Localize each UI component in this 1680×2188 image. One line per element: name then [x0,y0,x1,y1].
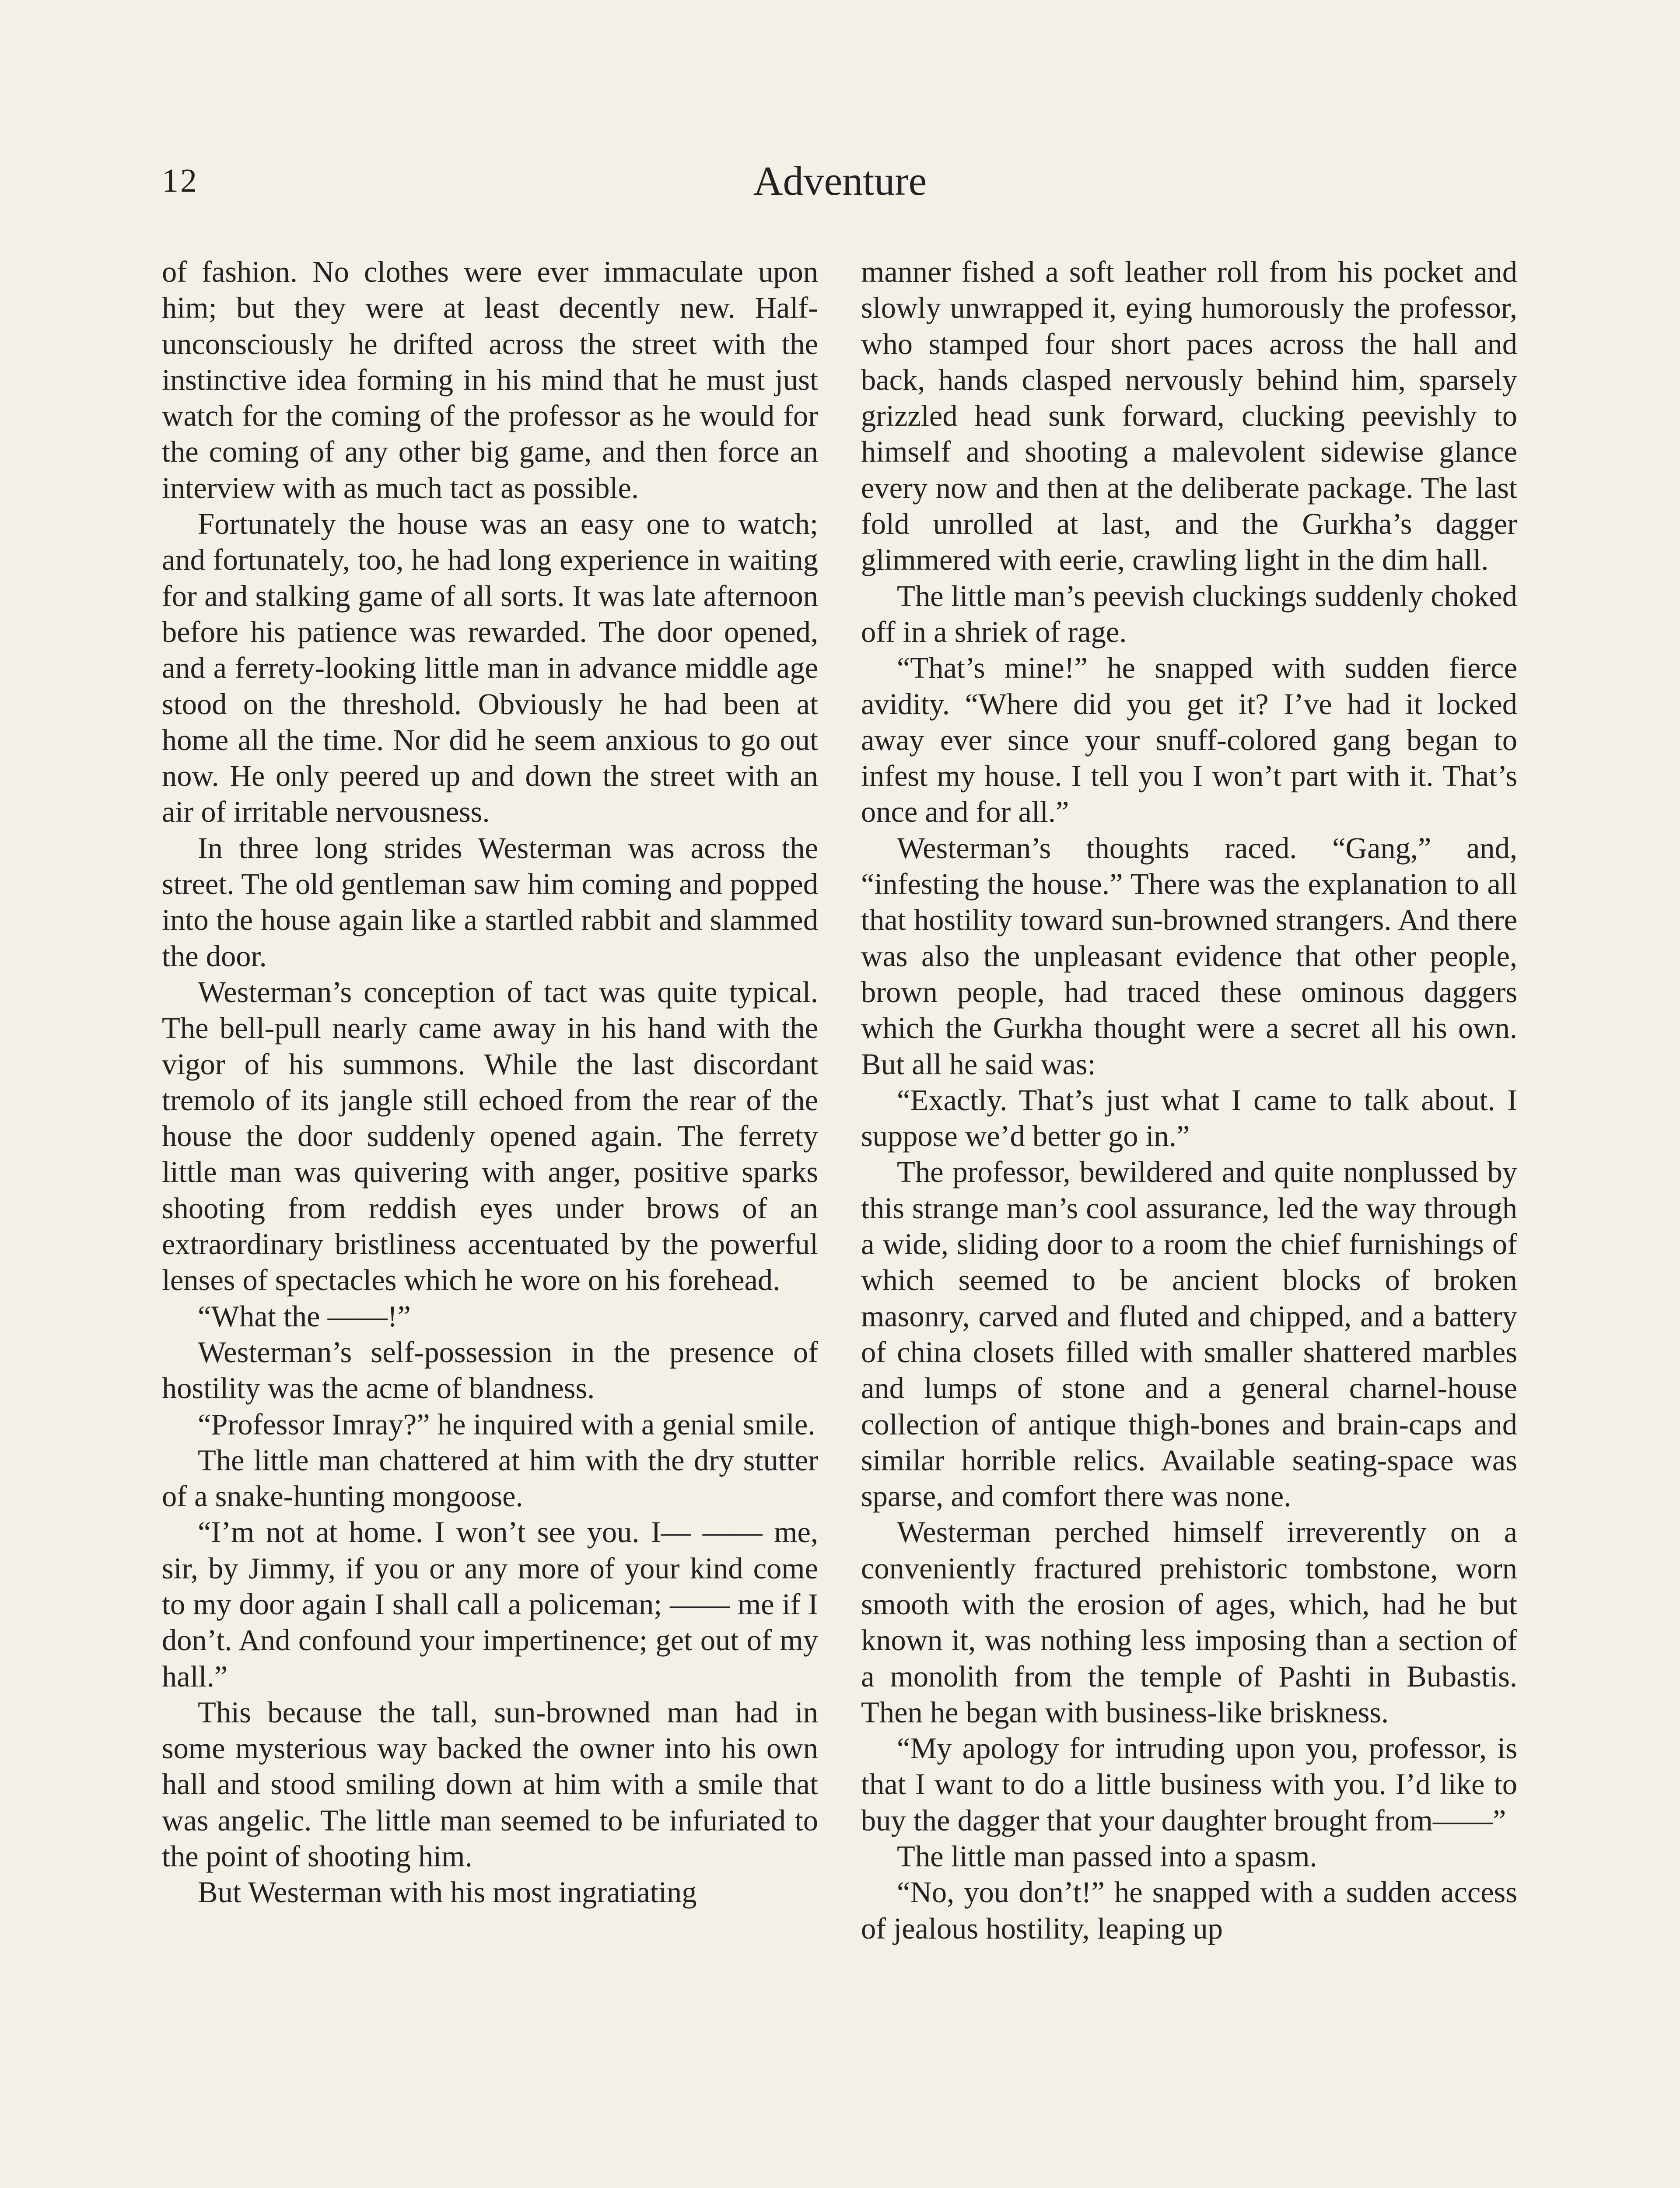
paragraph: “Exactly. That’s just what I came to talk about. I suppose we’d better go in.” [861,1083,1517,1153]
paragraph: “No, you don’t!” he snapped with a sudden access of jealous hostility, leaping up [861,1876,1517,1945]
paragraph: The little man passed into a spasm. [897,1840,1317,1873]
paragraph: The little man’s peevish cluckings suddenly choked off in a shriek of rage. [861,579,1517,649]
paragraph: The little man chattered at him with the dry stutter of a snake-hunting mongoose. [162,1443,818,1513]
paragraph: Westerman’s self-possession in the presence of hostility was the acme of blandness. [162,1335,818,1405]
right-text-column [861,254,1517,1946]
paragraph: But Westerman with his most ingratiating [198,1876,697,1909]
paragraph: Westerman’s thoughts raced. “Gang,” and, “infesting the house.” There was the explanation to all that hostility toward sun-browned strangers. And there was also the unpleasant evidence that other people, brown people, had traced these ominous daggers which the Gurkha thought were a secret all his own. But all he said was: [861,831,1517,1081]
paragraph: “I’m not at home. I won’t see you. I— —— me, sir, by Jimmy, if you or any more of your kind come to my door again I shall call a policeman; —— me if I don’t. And confound your impertinence; get out of my hall.” [162,1515,818,1693]
paragraph: Westerman perched himself irreverently on a conveniently fractured prehistoric tombstone, worn smooth with the erosion of ages, which, had he but known it, was nothing less imposing than a section of a monolith from the temple of Pashti in Bubastis. Then he began with business-like briskness. [861,1515,1517,1729]
paragraph: of fashion. No clothes were ever immaculate upon him; but they were at least decently new. Half-unconsciously he drifted across the street with the instinctive idea forming in his mind that he must just watch for the coming of the professor as he would for the coming of any other big game, and then force an interview with as much tact as possible. [162,255,818,505]
paragraph: Fortunately the house was an easy one to watch; and fortunately, too, he had long experience in waiting for and stalking game of all sorts. It was late afternoon before his patience was rewarded. The door opened, and a ferrety-looking little man in advance middle age stood on the threshold. Obviously he had been at home all the time. Nor did he seem anxious to go out now. He only peered up and down the street with an air of irritable nervousness. [162,507,818,829]
paragraph: “Professor Imray?” he inquired with a genial smile. [198,1407,816,1441]
page-number: 12 [162,162,199,199]
paragraph: manner fished a soft leather roll from his pocket and slowly unwrapped it, eying humorously the professor, who stamped four short paces across the hall and back, hands clasped nervously behind him, sparsely grizzled head sunk forward, clucking peevishly to himself and shooting a malevolent sidewise glance every now and then at the deliberate package. The last fold unrolled at last, and the Gurkha’s dagger glimmered with eerie, crawling light in the dim hall. [861,255,1517,577]
paragraph: The professor, bewildered and quite nonplussed by this strange man’s cool assurance, led the way through a wide, sliding door to a room the chief furnishings of which seemed to be ancient blocks of broken masonry, carved and fluted and chipped, and a battery of china closets filled with smaller shattered marbles and lumps of stone and a general charnel-house collection of antique thigh-bones and brain-caps and similar horrible relics. Available seating-space was sparse, and comfort there was none. [861,1155,1517,1513]
paragraph: “That’s mine!” he snapped with sudden fierce avidity. “Where did you get it? I’ve had it locked away ever since your snuff-colored gang began to infest my house. I tell you I won’t part with it. That’s once and for all.” [861,651,1517,829]
left-text-column [162,254,818,1911]
paragraph: This because the tall, sun-browned man had in some mysterious way backed the owner into his own hall and stood smiling down at him with a smile that was angelic. The little man seemed to be infuriated to the point of shooting him. [162,1695,818,1873]
paragraph: In three long strides Westerman was across the street. The old gentleman saw him coming and popped into the house again like a startled rabbit and slammed the door. [162,831,818,973]
paragraph: “My apology for intruding upon you, professor, is that I want to do a little business with you. I’d like to buy the dagger that your daughter brought from——” [861,1732,1517,1837]
paragraph: Westerman’s conception of tact was quite typical. The bell-pull nearly came away in his hand with the vigor of his summons. While the last discordant tremolo of its jangle still echoed from the rear of the house the door suddenly opened again. The ferrety little man was quivering with anger, positive sparks shooting from reddish eyes under brows of an extraordinary bristliness accentuated by the powerful lenses of spectacles which he wore on his forehead. [162,975,818,1297]
paragraph: “What the ——!” [198,1299,411,1333]
running-title: Adventure [753,158,927,204]
page-header [162,158,1518,210]
